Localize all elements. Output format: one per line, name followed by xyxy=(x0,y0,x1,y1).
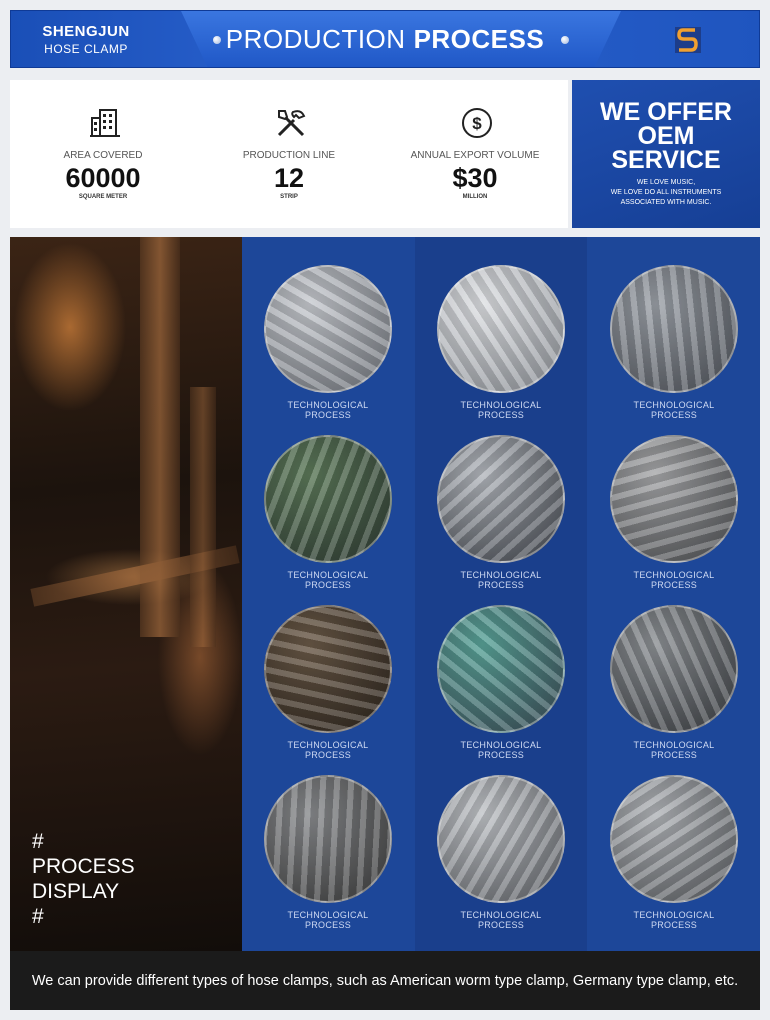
stat-label: ANNUAL EXPORT VOLUME xyxy=(410,150,540,161)
process-label-line: TECHNOLOGICAL xyxy=(633,740,715,750)
page-title-bold: PROCESS xyxy=(413,23,545,54)
process-label-line: PROCESS xyxy=(477,410,525,420)
process-label-line: PROCESS xyxy=(304,410,352,420)
stat-label: AREA COVERED xyxy=(63,150,143,161)
process-cell xyxy=(244,410,404,590)
page-title xyxy=(11,11,759,67)
oem-desc-line: WE LOVE DO ALL INSTRUMENTS xyxy=(610,189,722,196)
process-cell xyxy=(417,580,577,760)
process-photo xyxy=(264,605,392,733)
oem-service-box xyxy=(572,80,760,228)
svg-text:$: $ xyxy=(472,114,482,133)
caption-line: # xyxy=(32,905,44,928)
process-photo xyxy=(437,265,565,393)
building-icon xyxy=(88,106,122,140)
process-label-line: TECHNOLOGICAL xyxy=(460,740,542,750)
stat-area xyxy=(10,80,196,228)
process-label-line: TECHNOLOGICAL xyxy=(287,570,369,580)
process-photo xyxy=(610,265,738,393)
process-photo xyxy=(610,435,738,563)
process-cell xyxy=(590,580,750,760)
process-photo xyxy=(437,605,565,733)
stat-value: 12 xyxy=(273,163,305,193)
process-photo xyxy=(610,775,738,903)
oem-title-line: OEM xyxy=(637,122,695,150)
process-cell xyxy=(590,240,750,420)
oem-title-line: SERVICE xyxy=(611,146,721,174)
process-label-line: TECHNOLOGICAL xyxy=(633,910,715,920)
stat-value: $30 xyxy=(452,163,498,193)
stat-production-line xyxy=(196,80,382,228)
oem-desc-line: ASSOCIATED WITH MUSIC. xyxy=(620,199,712,206)
process-photo xyxy=(437,435,565,563)
process-cell xyxy=(244,580,404,760)
process-label-line: PROCESS xyxy=(304,750,352,760)
process-label-line: PROCESS xyxy=(304,920,352,930)
stat-value: 60000 xyxy=(65,163,141,193)
process-section xyxy=(10,237,760,951)
process-photo xyxy=(264,435,392,563)
process-cell xyxy=(590,410,750,590)
header-banner xyxy=(10,10,760,68)
process-label-line: PROCESS xyxy=(650,750,698,760)
process-grid xyxy=(242,237,760,951)
process-label-line: TECHNOLOGICAL xyxy=(287,910,369,920)
oem-title xyxy=(572,100,760,172)
process-cell xyxy=(417,750,577,930)
process-label-line: PROCESS xyxy=(650,580,698,590)
process-label xyxy=(590,910,758,930)
photo-detail xyxy=(190,387,216,647)
process-cell xyxy=(417,240,577,420)
process-label-line: TECHNOLOGICAL xyxy=(633,400,715,410)
caption-line: PROCESS xyxy=(32,855,135,878)
stat-label: PRODUCTION LINE xyxy=(242,150,336,161)
oem-description xyxy=(572,178,760,208)
process-label-line: PROCESS xyxy=(477,750,525,760)
process-label xyxy=(244,910,412,930)
brand-subtitle: HOSE CLAMP xyxy=(44,42,128,56)
rivet-icon xyxy=(561,36,569,44)
process-label-line: PROCESS xyxy=(477,920,525,930)
process-cell xyxy=(417,410,577,590)
footer-banner xyxy=(10,951,760,1010)
process-photo xyxy=(264,265,392,393)
process-cell xyxy=(244,750,404,930)
dollar-icon xyxy=(460,106,494,140)
process-label xyxy=(417,910,585,930)
process-label-line: TECHNOLOGICAL xyxy=(460,570,542,580)
caption-line: # xyxy=(32,830,44,853)
process-label-line: PROCESS xyxy=(650,920,698,930)
tools-icon xyxy=(274,106,308,140)
stat-export-volume xyxy=(382,80,568,228)
stat-unit: STRIP xyxy=(280,194,298,200)
caption-line: DISPLAY xyxy=(32,880,120,903)
process-label-line: PROCESS xyxy=(477,580,525,590)
stats-panel xyxy=(10,80,568,228)
process-photo xyxy=(437,775,565,903)
process-label-line: TECHNOLOGICAL xyxy=(460,400,542,410)
oem-title-line: WE OFFER xyxy=(600,98,732,126)
process-label-line: PROCESS xyxy=(650,410,698,420)
process-display-caption xyxy=(32,829,135,929)
rivet-icon xyxy=(213,36,221,44)
process-label-line: TECHNOLOGICAL xyxy=(287,400,369,410)
process-label-line: TECHNOLOGICAL xyxy=(633,570,715,580)
process-photo xyxy=(264,775,392,903)
process-label-line: TECHNOLOGICAL xyxy=(460,910,542,920)
stat-unit: SQUARE METER xyxy=(78,194,128,200)
stat-unit: MILLION xyxy=(462,194,488,200)
process-photo xyxy=(610,605,738,733)
page-title-light: PRODUCTION xyxy=(225,23,406,54)
oem-desc-line: WE LOVE MUSIC, xyxy=(636,179,696,186)
process-label-line: TECHNOLOGICAL xyxy=(287,740,369,750)
process-cell xyxy=(590,750,750,930)
brand-name: SHENGJUN xyxy=(42,23,130,40)
process-cell xyxy=(244,240,404,420)
process-label-line: PROCESS xyxy=(304,580,352,590)
machine-photo xyxy=(10,237,242,951)
company-logo-icon xyxy=(675,27,701,53)
footer-text: We can provide different types of hose clamps, such as American worm type clamp, Germany type clamp, etc. xyxy=(31,972,739,989)
